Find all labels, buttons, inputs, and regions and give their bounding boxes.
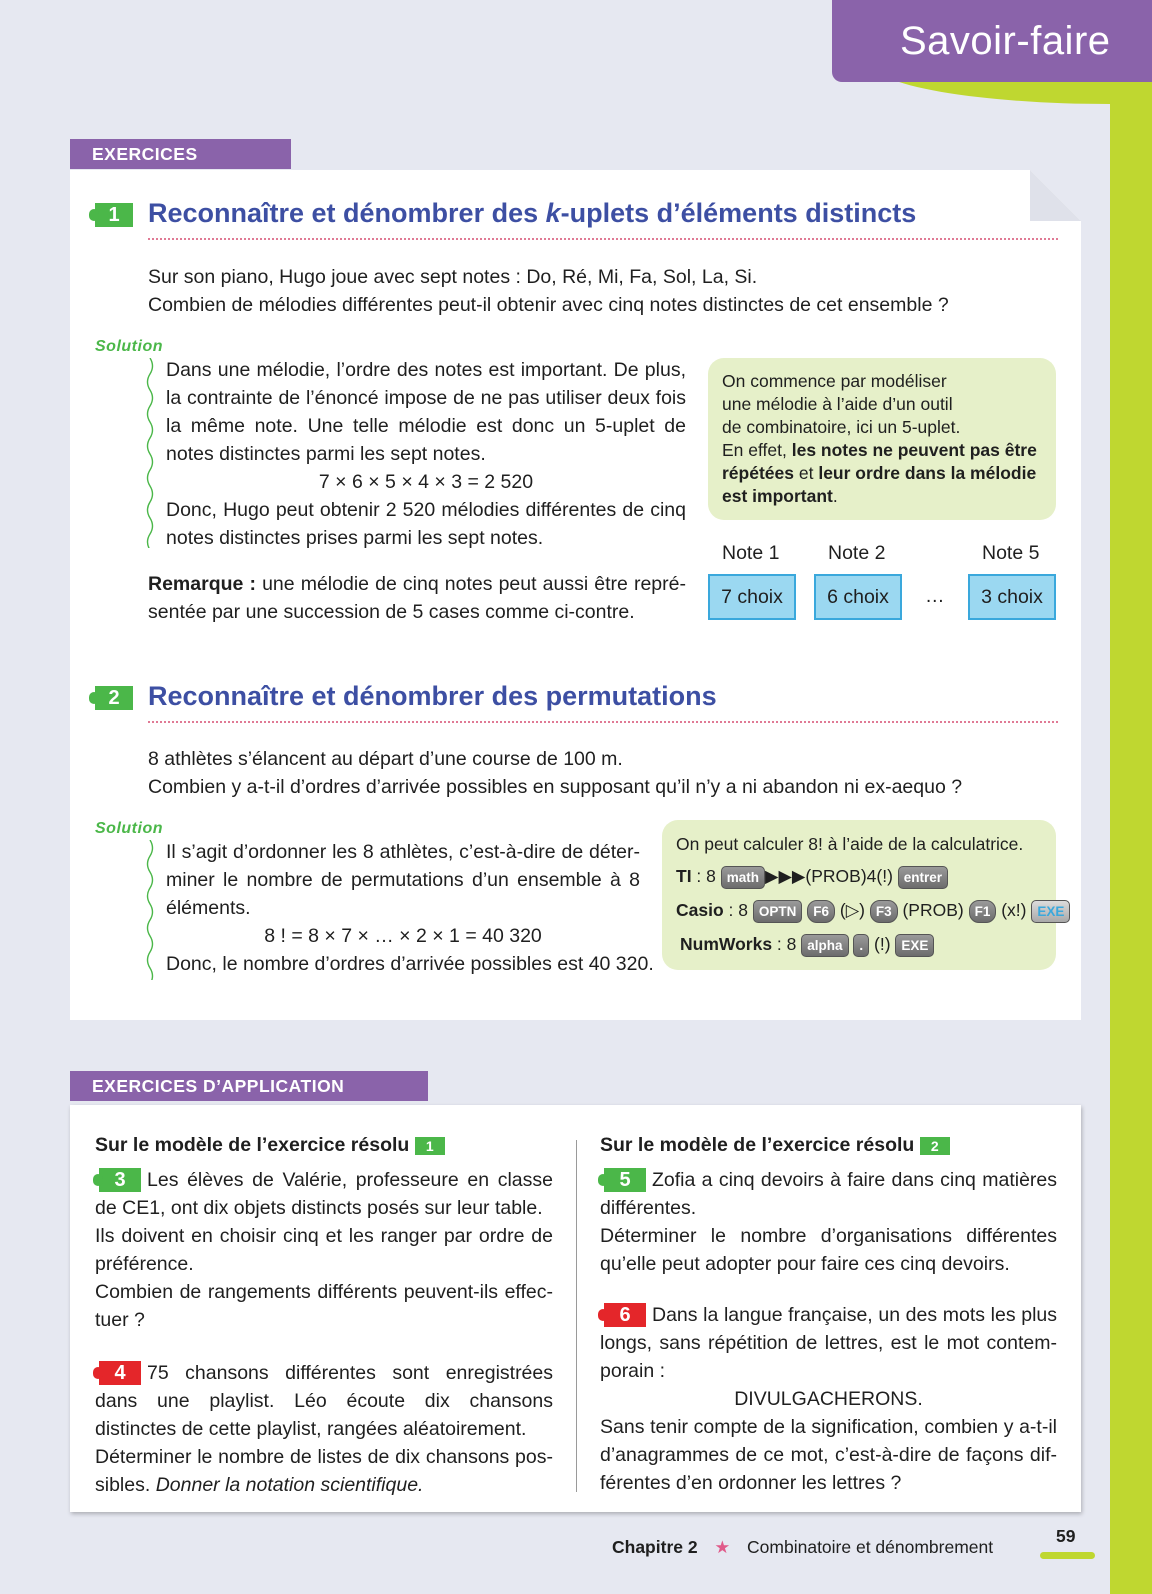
note-2-label: Note 2 [828,542,886,564]
exercise-number: 6 [619,1304,631,1326]
ex3-text: Les élèves de Valérie, professeure en classe de CE1, ont dix objets distincts posés sur leur table. [95,1169,553,1219]
section-label-application: EXERCICES D’APPLICATION DIRECTE [70,1071,428,1101]
title-part: Reconnaître et dénombrer des [148,198,546,228]
ex1-conclusion: Donc, Hugo peut obtenir 2 520 mélodies différentes de cinq notes distinctes prises parmi les sept notes. [166,499,686,549]
exercise-number: 4 [114,1362,126,1384]
calc-casio-line [676,900,1070,923]
choice-ellipsis: … [925,585,945,607]
left-column-heading [95,1131,445,1159]
ex2-solution-text: Il s’agit d’ordonner les 8 athlètes, c’est-à-dire de déterminer le nombre de permutations d’un ensemble à 8 éléments. [166,841,640,919]
ex1-solution-text: Dans une mélodie, l’ordre des notes est important. De plus, la contrainte de l’énoncé impose de ne pas utiliser deux fois la même note. Une telle mélodie est donc un 5-uplet de notes distinctes parmi les sept notes. [166,359,686,465]
star-icon: ★ [714,1537,731,1557]
tag-notch [89,209,99,221]
heading-text: Sur le modèle de l’exercice résolu [600,1134,915,1156]
calc-text: (x!) [996,900,1032,921]
note-text: En effet, [722,440,792,460]
note-5-label: Note 5 [982,542,1040,564]
calc-text: : 8 [772,934,802,955]
optn-key: OPTN [753,900,803,923]
title-k-italic: k [545,198,561,228]
ex5-text: Zofia a cinq devoirs à faire dans cinq matières différentes. [600,1169,1057,1219]
dot-key: . [853,934,869,957]
note-bold: leur ordre dans la mélodie [818,463,1037,483]
chapter-number: Chapitre 2 [612,1537,698,1557]
exercise-2-title: Reconnaître et dénombrer des permutations [148,681,717,711]
note-text: et [794,463,819,483]
calc-text: : 8 [723,900,753,921]
title-part: -uplets d’éléments distincts [560,198,917,228]
note-bold: répétées [722,463,794,483]
exercise-1-tag [95,203,133,227]
ex2-statement-line1: 8 athlètes s’élancent au départ d’une course de 100 m. [148,748,623,770]
heading-ref-tag: 2 [920,1137,950,1155]
note-line [722,439,1042,462]
ex4-instruction: Déterminer le nombre de listes de dix chansons possibles. [95,1446,553,1496]
remark-label: Remarque : [148,573,256,595]
ex3-text-2: Ils doivent en choisir cinq et les ranger par ordre de préférence. [95,1225,553,1275]
enter-key: entrer [898,866,948,889]
footer-chapter [612,1537,993,1558]
ex3-text-3: Combien de rangements différents peuvent-ils effectuer ? [95,1281,553,1331]
calc-ti-line [676,866,948,889]
ex2-formula: 8 ! = 8 × 7 × … × 2 × 1 = 40 320 [264,925,542,947]
section-label-resolved: EXERCICES RÉSOLUS [70,139,291,169]
exercise-number: 3 [114,1169,126,1191]
alpha-key: alpha [801,934,848,957]
page-number-underline [1040,1552,1095,1559]
note-1-label: Note 1 [722,542,780,564]
title-underline [148,238,1058,240]
solution-squiggle-icon [145,840,155,980]
note-bold: est important [722,486,833,506]
ex1-statement-line2: Combien de mélodies différentes peut-il obtenir avec cinq notes distinctes de cet ensemble ? [148,294,949,316]
arrow-right-icon: ▶▶▶ [765,866,806,887]
note-text: . [832,486,838,506]
remark-text: une mélodie de cinq notes peut aussi être représentée par une succession de 5 cases comme ci-contre. [148,573,686,623]
ex6-text-2: Sans tenir compte de la signification, combien y a-t-il d’anagrammes de ce mot, c’est-à-dire de façons différentes d’en ordonner les lettres ? [600,1416,1057,1494]
exercise-2-tag [95,686,133,710]
choice-box-1: 7 choix [708,574,796,620]
column-separator [576,1140,577,1492]
title-underline [148,721,1058,723]
choice-box-2: 6 choix [814,574,902,620]
calc-brand: TI [676,866,692,887]
note-line: de combinatoire, ici un 5-uplet. [722,417,961,437]
calc-text: (▷) [835,900,870,921]
ex2-conclusion: Donc, le nombre d’ordres d’arrivée possibles est 40 320. [166,953,654,975]
choice-box-5: 3 choix [968,574,1056,620]
ex6-text: Dans la langue française, un des mots les plus longs, sans répétition de lettres, est le mot contemporain : [600,1304,1057,1382]
exercise-number: 2 [108,687,120,709]
ex2-solution-label: Solution [95,820,163,837]
note-bold: les notes ne peuvent pas être [791,440,1037,460]
ex1-formula: 7 × 6 × 5 × 4 × 3 = 2 520 [318,471,534,493]
page-side-strip [1110,0,1152,1594]
math-key: math [721,866,765,889]
calc-brand: NumWorks [680,934,773,955]
savoir-faire-tab: Savoir-faire [832,0,1152,82]
calc-brand: Casio [676,900,724,921]
ex4-text-2 [95,1443,553,1499]
tag-notch [89,692,99,704]
calc-text: : 8 [691,866,721,887]
exercise-number: 5 [619,1169,631,1191]
exercise-1-title [148,198,916,229]
f3-key: F3 [870,900,898,923]
ex5-text-2: Déterminer le nombre d’organisations différentes qu’elle peut adopter pour faire ces cinq devoirs. [600,1225,1057,1275]
note-line [722,485,1042,508]
ex6-word: DIVULGACHERONS. [734,1388,923,1410]
note-line [722,462,1042,485]
page-number: 59 [1056,1526,1076,1546]
exe-key: EXE [1031,900,1070,923]
chapter-title: Combinatoire et dénombrement [747,1537,994,1557]
ex1-statement-line1: Sur son piano, Hugo joue avec sept notes : Do, Ré, Mi, Fa, Sol, La, Si. [148,266,758,288]
solution-squiggle-icon [145,358,155,548]
exe-key: EXE [895,934,934,957]
exercise-number: 1 [108,204,120,226]
ex1-method-note [708,358,1056,520]
calc-intro: On peut calculer 8! à l’aide de la calculatrice. [676,834,1024,854]
right-column-heading [600,1131,950,1159]
calc-numworks-line [680,934,934,957]
f6-key: F6 [807,900,835,923]
note-line: une mélodie à l’aide d’un outil [722,394,953,414]
heading-text: Sur le modèle de l’exercice résolu [95,1134,410,1156]
calc-text: (PROB) [897,900,969,921]
ex1-remark [148,570,686,626]
heading-ref-tag: 1 [415,1137,445,1155]
ex2-statement-line2: Combien y a-t-il d’ordres d’arrivée possibles en supposant qu’il n’y a ni abandon ni ex-aequo ? [148,776,963,798]
ex4-text: 75 chansons différentes sont enregistrées dans une playlist. Léo écoute dix chansons distinctes de cette playlist, rangées aléatoirement. [95,1362,553,1440]
ex1-solution-label: Solution [95,338,163,355]
calc-text: (!) [869,934,896,955]
calc-text: (PROB)4(!) [805,866,898,887]
ex4-italic-hint: Donner la notation scientifique. [155,1474,424,1496]
note-line: On commence par modéliser [722,371,947,391]
f1-key: F1 [969,900,997,923]
page-fold-corner [1030,170,1081,221]
